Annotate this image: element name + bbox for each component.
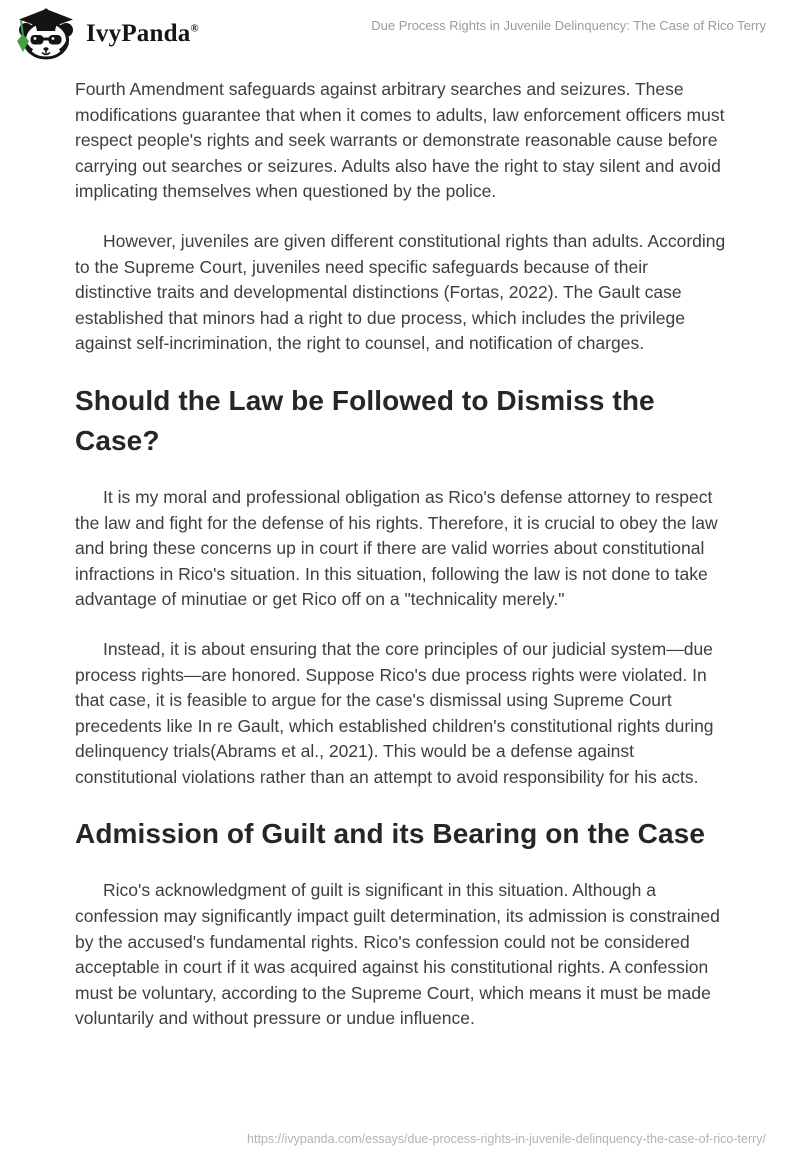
source-url: https://ivypanda.com/essays/due-process-rights-in-juvenile-delinquency-the-case-of-rico-terry/: [247, 1132, 766, 1146]
intro-paragraph: Fourth Amendment safeguards against arbitrary searches and seizures. These modifications guarantee that when it comes to adults, law enforcement officers must respect people's rights and seek warrants or demonstrate reasonable cause before carrying out searches or seizures. Adults also have the right to stay silent and avoid implicating themselves when questioned by the police.: [75, 79, 725, 202]
registered-trademark: ®: [190, 22, 199, 35]
article-body: [75, 77, 727, 1032]
section-heading-admission-of-guilt: Admission of Guilt and its Bearing on the Case: [75, 818, 706, 850]
body-paragraph: It is my moral and professional obligation as Rico's defense attorney to respect the law and fight for the defense of his rights. Therefore, it is crucial to obey the law and bring these concerns up in court if there are valid worries about constitutional infractions in Rico's situation. In this situation, following the law is not done to take advantage of minutiae or get Rico off on a "technicality merely.": [75, 486, 718, 610]
page-footer: [247, 1132, 766, 1146]
brand-name: IvyPanda®: [86, 20, 199, 47]
body-paragraph: Instead, it is about ensuring that the core principles of our judicial system—due process rights—are honored. Suppose Rico's due process rights were violated. In that case, it is feasible to argue for the case's dismissal using Supreme Court precedents like In re Gault, which established children's constitutional rights during delinquency trials(Abrams et al., 2021). This would be a defense against constitutional violations rather than an attempt to avoid responsibility for his acts.: [75, 638, 714, 787]
section-heading-dismiss-case: Should the Law be Followed to Dismiss the Case?: [75, 384, 655, 456]
page-header: [0, 0, 800, 62]
body-paragraph: Rico's acknowledgment of guilt is significant in this situation. Although a confession may significantly impact guilt determination, its admission is constrained by the accused's fundamental rights. Rico's confession could not be considered acceptable in court if it was acquired against his constitutional rights. A confession must be voluntary, according to the Supreme Court, which means it must be made voluntarily and without pressure or undue influence.: [75, 880, 720, 1029]
brand: [14, 8, 199, 60]
ivypanda-logo-icon: [14, 8, 78, 60]
document-title: Due Process Rights in Juvenile Delinquency: The Case of Rico Terry: [371, 18, 766, 33]
intro-paragraph: However, juveniles are given different constitutional rights than adults. According to the Supreme Court, juveniles need specific safeguards because of their distinctive traits and developmental distinctions (Fortas, 2022). The Gault case established that minors had a right to due process, which includes the privilege against self-incrimination, the right to counsel, and notification of charges.: [75, 230, 726, 354]
